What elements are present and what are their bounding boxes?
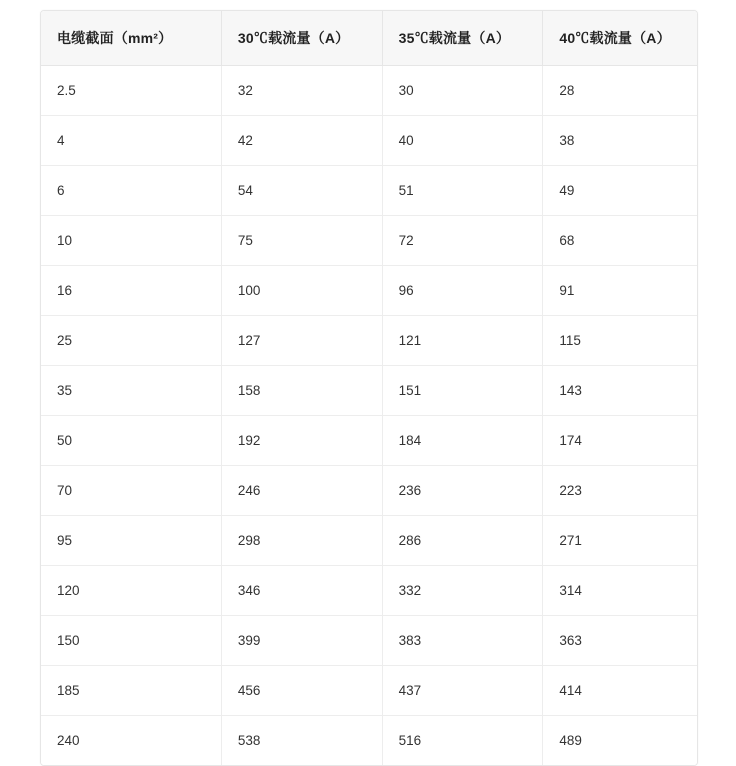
cell-ampacity-30c: 346	[221, 566, 382, 616]
cell-cable-section: 150	[41, 616, 221, 666]
cell-ampacity-30c: 399	[221, 616, 382, 666]
cell-ampacity-40c: 91	[543, 266, 697, 316]
table-header-row	[41, 11, 697, 66]
cell-ampacity-30c: 456	[221, 666, 382, 716]
cell-ampacity-35c: 51	[382, 166, 543, 216]
cell-cable-section: 6	[41, 166, 221, 216]
cell-cable-section: 35	[41, 366, 221, 416]
cell-ampacity-30c: 298	[221, 516, 382, 566]
cell-ampacity-40c: 38	[543, 116, 697, 166]
cell-ampacity-40c: 143	[543, 366, 697, 416]
cell-cable-section: 10	[41, 216, 221, 266]
cell-ampacity-35c: 151	[382, 366, 543, 416]
table-row	[41, 666, 697, 716]
cable-ampacity-table	[41, 11, 697, 765]
cell-ampacity-40c: 314	[543, 566, 697, 616]
cell-ampacity-30c: 100	[221, 266, 382, 316]
cell-ampacity-30c: 192	[221, 416, 382, 466]
table-row	[41, 266, 697, 316]
table-row	[41, 466, 697, 516]
cell-ampacity-35c: 516	[382, 716, 543, 766]
cell-cable-section: 4	[41, 116, 221, 166]
cell-ampacity-40c: 49	[543, 166, 697, 216]
cell-ampacity-40c: 115	[543, 316, 697, 366]
cell-ampacity-35c: 121	[382, 316, 543, 366]
column-header-cable-section: 电缆截面（mm²）	[41, 11, 221, 66]
cell-cable-section: 70	[41, 466, 221, 516]
cell-ampacity-35c: 72	[382, 216, 543, 266]
cell-ampacity-35c: 30	[382, 66, 543, 116]
cell-ampacity-30c: 54	[221, 166, 382, 216]
table-row	[41, 116, 697, 166]
cell-ampacity-30c: 158	[221, 366, 382, 416]
cell-cable-section: 240	[41, 716, 221, 766]
cell-ampacity-40c: 271	[543, 516, 697, 566]
cell-ampacity-40c: 68	[543, 216, 697, 266]
cell-ampacity-35c: 236	[382, 466, 543, 516]
cell-ampacity-40c: 489	[543, 716, 697, 766]
table-row	[41, 166, 697, 216]
cell-cable-section: 16	[41, 266, 221, 316]
table-row	[41, 516, 697, 566]
cell-ampacity-40c: 28	[543, 66, 697, 116]
table-row	[41, 616, 697, 666]
column-header-ampacity-30c: 30℃载流量（A）	[221, 11, 382, 66]
cell-cable-section: 50	[41, 416, 221, 466]
table-row	[41, 716, 697, 766]
cell-cable-section: 185	[41, 666, 221, 716]
table-row	[41, 566, 697, 616]
cell-ampacity-35c: 332	[382, 566, 543, 616]
table-row	[41, 66, 697, 116]
cell-ampacity-30c: 75	[221, 216, 382, 266]
table-header	[41, 11, 697, 66]
table-row	[41, 366, 697, 416]
cell-ampacity-30c: 538	[221, 716, 382, 766]
cell-ampacity-40c: 174	[543, 416, 697, 466]
cell-ampacity-35c: 40	[382, 116, 543, 166]
cell-cable-section: 2.5	[41, 66, 221, 116]
cell-ampacity-40c: 223	[543, 466, 697, 516]
cell-cable-section: 25	[41, 316, 221, 366]
cell-cable-section: 120	[41, 566, 221, 616]
cell-ampacity-30c: 246	[221, 466, 382, 516]
cell-ampacity-35c: 96	[382, 266, 543, 316]
cable-ampacity-table-container	[40, 10, 698, 766]
table-row	[41, 216, 697, 266]
cell-ampacity-40c: 363	[543, 616, 697, 666]
cell-ampacity-35c: 286	[382, 516, 543, 566]
cell-ampacity-35c: 437	[382, 666, 543, 716]
cell-ampacity-35c: 383	[382, 616, 543, 666]
cell-ampacity-40c: 414	[543, 666, 697, 716]
column-header-ampacity-40c: 40℃载流量（A）	[543, 11, 697, 66]
cell-ampacity-30c: 127	[221, 316, 382, 366]
column-header-ampacity-35c: 35℃载流量（A）	[382, 11, 543, 66]
cell-ampacity-30c: 42	[221, 116, 382, 166]
table-row	[41, 416, 697, 466]
cell-ampacity-30c: 32	[221, 66, 382, 116]
table-body	[41, 66, 697, 766]
cell-ampacity-35c: 184	[382, 416, 543, 466]
cell-cable-section: 95	[41, 516, 221, 566]
table-row	[41, 316, 697, 366]
